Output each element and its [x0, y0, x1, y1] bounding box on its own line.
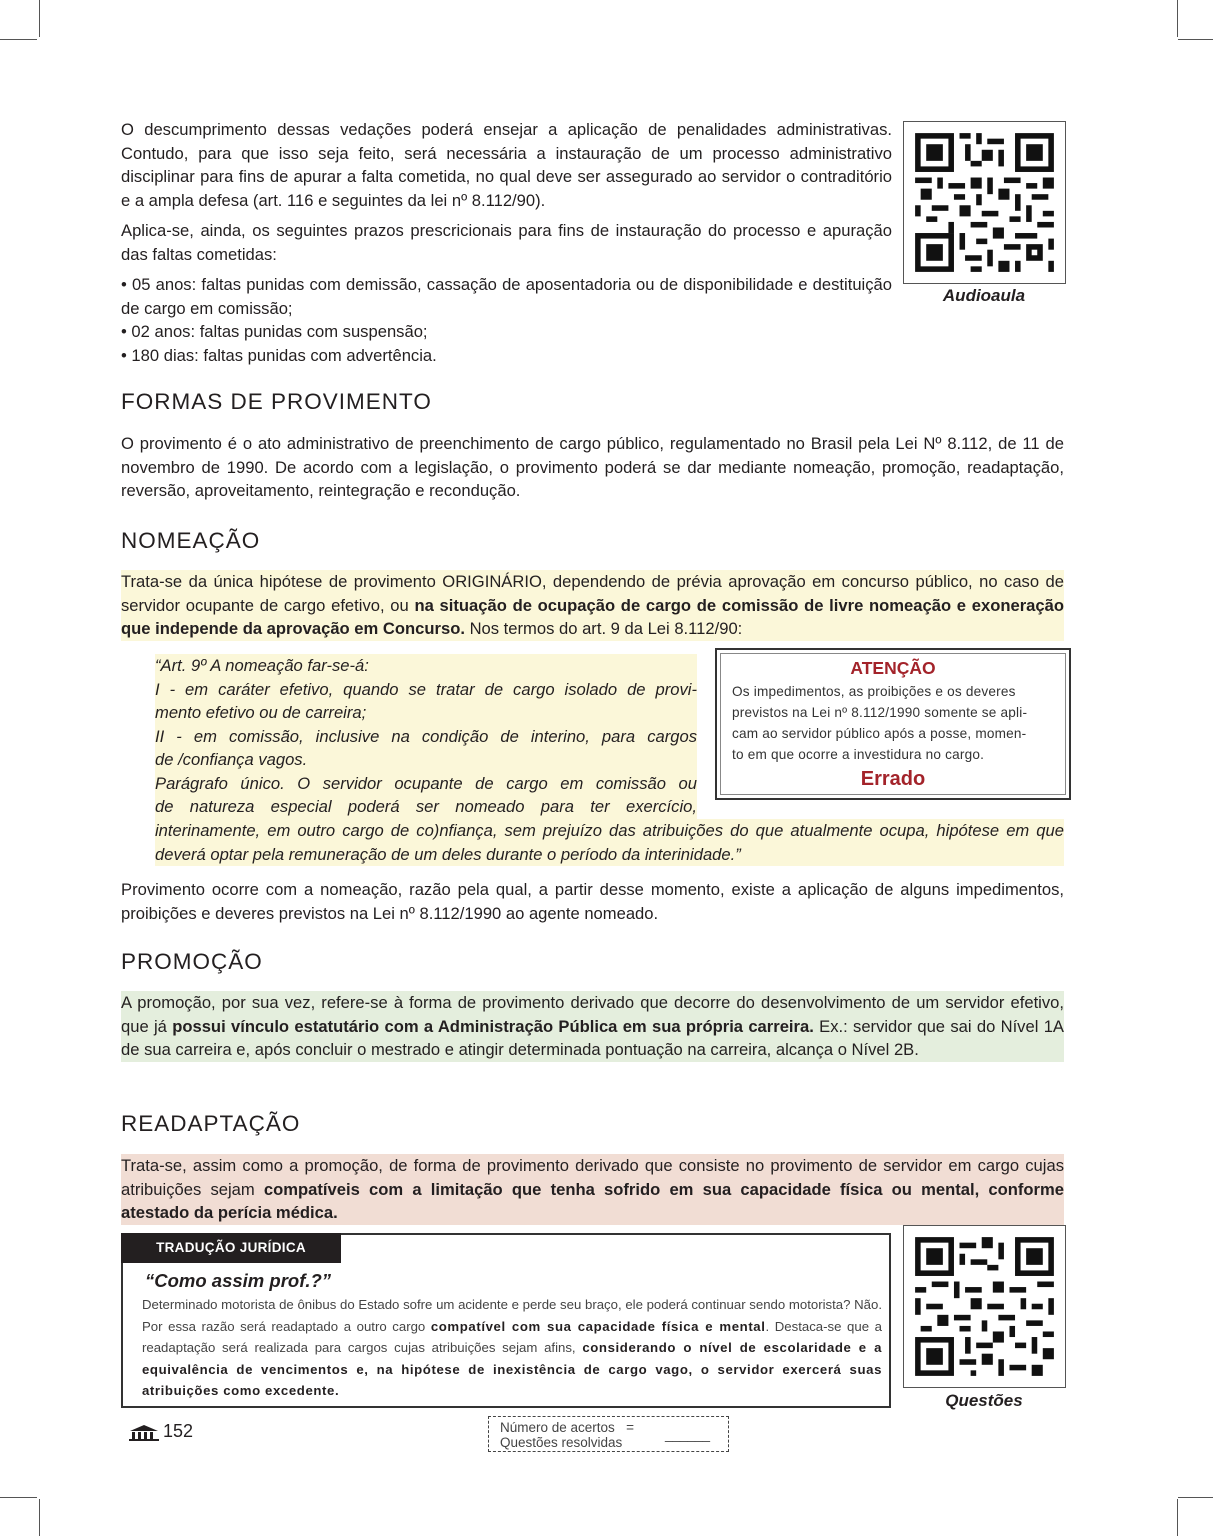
nomeacao-paragraph [121, 570, 1064, 641]
intro-section [121, 118, 892, 367]
nomeacao-bold-text: na situação de ocupação de cargo de comissão de livre nomeação e exoneração que independe da aprovação em Concurso. [121, 595, 1064, 638]
score-blank-field[interactable]: ______ [665, 1427, 711, 1442]
readaptacao-text: Trata-se, assim como a promoção, de forma de provimento derivado que consiste no provimento de servidor em cargo cujas atribuições sejam [121, 1156, 1064, 1199]
quote-line: de /confiança vagos. [155, 750, 308, 769]
atencao-line: cam ao servidor público após a posse, momen- [732, 726, 1027, 741]
quote-line: Parágrafo único. O servidor ocupante de cargo em comissão ou [155, 773, 697, 793]
institution-logo-icon [128, 1424, 160, 1447]
heading-readaptacao: READAPTAÇÃO [121, 1111, 301, 1136]
promocao-bold-text: possui vínculo estatutário com a Administração Pública em sua própria carreira. [172, 1016, 814, 1036]
crop-mark [1177, 0, 1178, 37]
crop-mark [39, 1499, 40, 1536]
nomeacao-text-end: Nos termos do art. 9 da Lei 8.112/90: [464, 619, 743, 638]
quote-line: II - em comissão, inclusive na condição de interino, para cargos [155, 726, 697, 746]
traducao-question: “Como assim prof.?” [145, 1270, 332, 1291]
readaptacao-bold-text: compatíveis com a limitação que tenha sofrido em sua capacidade física ou mental, conforme atestado da perícia médica. [121, 1179, 1064, 1222]
score-resolvidas-label: Questões resolvidas [500, 1435, 623, 1450]
atencao-body [732, 681, 1052, 765]
quote-line: mento efetivo ou de carreira; [155, 703, 367, 722]
crop-mark [39, 0, 40, 37]
qr-caption-audioaula: Audioaula [942, 286, 1026, 305]
crop-mark [1178, 39, 1213, 40]
traducao-juridica-tab: TRADUÇÃO JURÍDICA [121, 1233, 341, 1263]
nomeacao-text: Trata-se da única hipótese de provimento ORIGINÁRIO, dependendo de prévia aprovação em concurso público, no caso de servidor ocupante de cargo efetivo, ou [121, 572, 1064, 615]
prazo-bullet-1: • 05 anos: faltas punidas com demissão, cassação de aposentadoria ou de disponibilidade e destituição de cargo em comissão; [121, 275, 892, 318]
nomeacao-after-paragraph: Provimento ocorre com a nomeação, razão pela qual, a partir desse momento, existe a aplicação de alguns impedimentos, proibições e deveres previstos na Lei nº 8.112/1990 ao agente nomeado. [121, 880, 1064, 923]
readaptacao-paragraph [121, 1154, 1064, 1225]
atencao-line: Os impedimentos, as proibições e os deveres [732, 684, 1016, 699]
formas-paragraph: O provimento é o ato administrativo de preenchimento de cargo público, regulamentado no Brasil pela Lei Nº 8.112, de 11 de novembro de 1990. De acordo com a legislação, o provimento poderá se dar mediante nomeação, promoção, readaptação, reversão, aproveitamento, reintegração e recondução. [121, 434, 1064, 500]
traducao-text: . Destaca-se que a readaptação será realizada para cargos cujas atribuições sejam afins, [142, 1318, 882, 1355]
art9-quote [155, 654, 697, 819]
intro-paragraph-1: O descumprimento dessas vedações poderá ensejar a aplicação de penalidades administrativas. Contudo, para que isso seja feito, será necessária a instauração de um processo administrativo disciplinar para fins de apurar a falta cometida, no qual deve ser assegurado ao servidor o contraditório e a ampla defesa (art. 116 e seguintes da lei nº 8.112/90). [121, 120, 892, 210]
traducao-text: Determinado motorista de ônibus do Estado sofre um acidente e perde seu braço, ele poderá continuar sendo motorista? Não. Por essa razão será readaptado a outro cargo [142, 1297, 882, 1334]
art9-quote-tail: interinamente, em outro cargo de co)nfiança, sem prejuízo das atribuições do que atualmente ocupa, hipótese em que deverá optar pela remuneração de um deles durante o período da interinidade.” [155, 819, 1064, 866]
qr-code-icon [904, 1226, 1065, 1387]
traducao-bold-text: considerando o nível de escolaridade e a equivalência de vencimentos e, na hipótese de inexistência de cargo vago, o servidor exercerá suas atribuições como excedente. [142, 1340, 883, 1398]
atencao-title: ATENÇÃO [850, 658, 936, 678]
promocao-paragraph [121, 991, 1064, 1062]
qr-code-audioaula[interactable] [903, 121, 1066, 284]
traducao-juridica-box [121, 1233, 891, 1408]
score-box [488, 1416, 729, 1452]
crop-mark [0, 39, 37, 40]
prazo-bullet-2: • 02 anos: faltas punidas com suspensão; [121, 322, 428, 341]
atencao-box [715, 648, 1071, 800]
quote-line: de natureza especial poderá ser nomeado para ter exercício, [155, 797, 697, 816]
page-number: 152 [163, 1421, 194, 1441]
qr-caption-questoes: Questões [945, 1391, 1023, 1410]
qr-code-questoes[interactable] [903, 1225, 1066, 1388]
heading-nomeacao: NOMEAÇÃO [121, 528, 261, 553]
atencao-line: to em que ocorre a investidura no cargo. [732, 747, 985, 762]
intro-paragraph-2: Aplica-se, ainda, os seguintes prazos prescricionais para fins de instauração do processo e apuração das faltas cometidas: [121, 221, 892, 264]
promocao-example: Ex.: servidor que sai do Nível 1A de sua carreira e, após concluir o mestrado e atingir determinada pontuação na carreira, alcança o Nível 2B. [121, 1016, 1064, 1059]
promocao-text: A promoção, por sua vez, refere-se à forma de provimento derivado que decorre do desenvolvimento de um servidor efetivo, que já [121, 993, 1064, 1036]
score-equals: = [626, 1420, 634, 1435]
crop-mark [1178, 1497, 1213, 1498]
heading-promocao: PROMOÇÃO [121, 949, 263, 974]
atencao-answer: Errado [860, 768, 926, 790]
prazo-bullet-3: • 180 dias: faltas punidas com advertência. [121, 345, 437, 365]
atencao-line: previstos na Lei nº 8.112/1990 somente se apli- [732, 705, 1028, 720]
score-acertos-text: Número de acertos [500, 1420, 615, 1435]
quote-line: “Art. 9º A nomeação far-se-á: [155, 656, 369, 675]
qr-code-icon [904, 122, 1065, 283]
heading-formas-de-provimento: FORMAS DE PROVIMENTO [121, 389, 432, 414]
traducao-bold-text: compatível com sua capacidade física e mental [430, 1318, 766, 1334]
crop-mark [0, 1497, 37, 1498]
quote-line: I - em caráter efetivo, quando se tratar de cargo isolado de provi- [155, 679, 697, 699]
traducao-body [142, 1294, 882, 1402]
crop-mark [1177, 1499, 1178, 1536]
